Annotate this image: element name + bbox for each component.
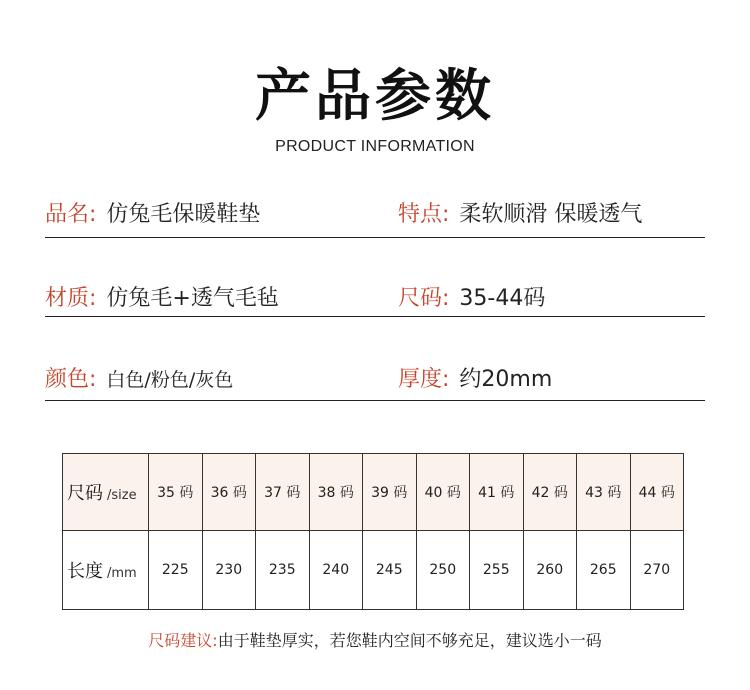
length-cell: 250 <box>416 531 470 610</box>
page-subtitle: PRODUCT INFORMATION <box>275 138 475 155</box>
length-cell: 240 <box>309 531 363 610</box>
param-row-name-feature <box>45 197 705 237</box>
product-name-label: 品名: <box>45 202 97 227</box>
size-cell: 40 码 <box>416 454 470 531</box>
size-cell: 38 码 <box>309 454 363 531</box>
size-cell: 39 码 <box>363 454 417 531</box>
feature-field <box>398 197 642 228</box>
divider-line <box>45 316 705 317</box>
length-header-label: 长度 <box>67 561 103 582</box>
material-value: 仿兔毛+透气毛毡 <box>106 286 279 311</box>
size-cell: 37 码 <box>256 454 310 531</box>
length-cell: 235 <box>256 531 310 610</box>
size-tip <box>0 628 750 651</box>
size-cell: 35 码 <box>149 454 203 531</box>
thickness-label: 厚度: <box>398 367 450 392</box>
size-header-label: 尺码 <box>67 483 103 504</box>
product-name-value: 仿兔毛保暖鞋垫 <box>106 202 261 227</box>
color-label: 颜色: <box>45 367 97 392</box>
thickness-field <box>398 362 552 393</box>
size-tip-text: 由于鞋垫厚实，若您鞋内空间不够充足，建议选小一码 <box>217 631 602 650</box>
product-name-field <box>45 197 260 228</box>
length-cell: 260 <box>523 531 577 610</box>
material-field <box>45 281 279 312</box>
size-header-unit: /size <box>107 488 137 503</box>
size-row-header <box>63 454 149 531</box>
size-cell: 41 码 <box>470 454 524 531</box>
length-cell: 265 <box>577 531 631 610</box>
divider-line <box>45 237 705 238</box>
param-row-color-thickness <box>45 362 705 402</box>
color-value: 白色/粉色/灰色 <box>106 369 234 391</box>
size-cell: 42 码 <box>523 454 577 531</box>
length-cell: 230 <box>202 531 256 610</box>
length-row <box>63 531 684 610</box>
size-cell: 36 码 <box>202 454 256 531</box>
length-row-header <box>63 531 149 610</box>
material-label: 材质: <box>45 286 97 311</box>
size-range-label: 尺码: <box>398 286 450 311</box>
length-cell: 225 <box>149 531 203 610</box>
size-row <box>63 454 684 531</box>
length-cell: 255 <box>470 531 524 610</box>
size-tip-label: 尺码建议: <box>148 631 218 650</box>
size-range-field <box>398 281 545 312</box>
page-title: 产品参数 <box>255 64 495 129</box>
thickness-value: 约20mm <box>459 367 553 392</box>
feature-label: 特点: <box>398 202 450 227</box>
size-range-value: 35-44码 <box>459 286 546 311</box>
size-cell: 43 码 <box>577 454 631 531</box>
length-cell: 270 <box>630 531 684 610</box>
divider-line <box>45 400 705 401</box>
color-field <box>45 362 233 393</box>
feature-value: 柔软顺滑 保暖透气 <box>459 202 643 227</box>
param-row-material-size <box>45 281 705 321</box>
length-header-unit: /mm <box>107 566 137 581</box>
size-chart-table <box>62 453 684 610</box>
length-cell: 245 <box>363 531 417 610</box>
size-cell: 44 码 <box>630 454 684 531</box>
